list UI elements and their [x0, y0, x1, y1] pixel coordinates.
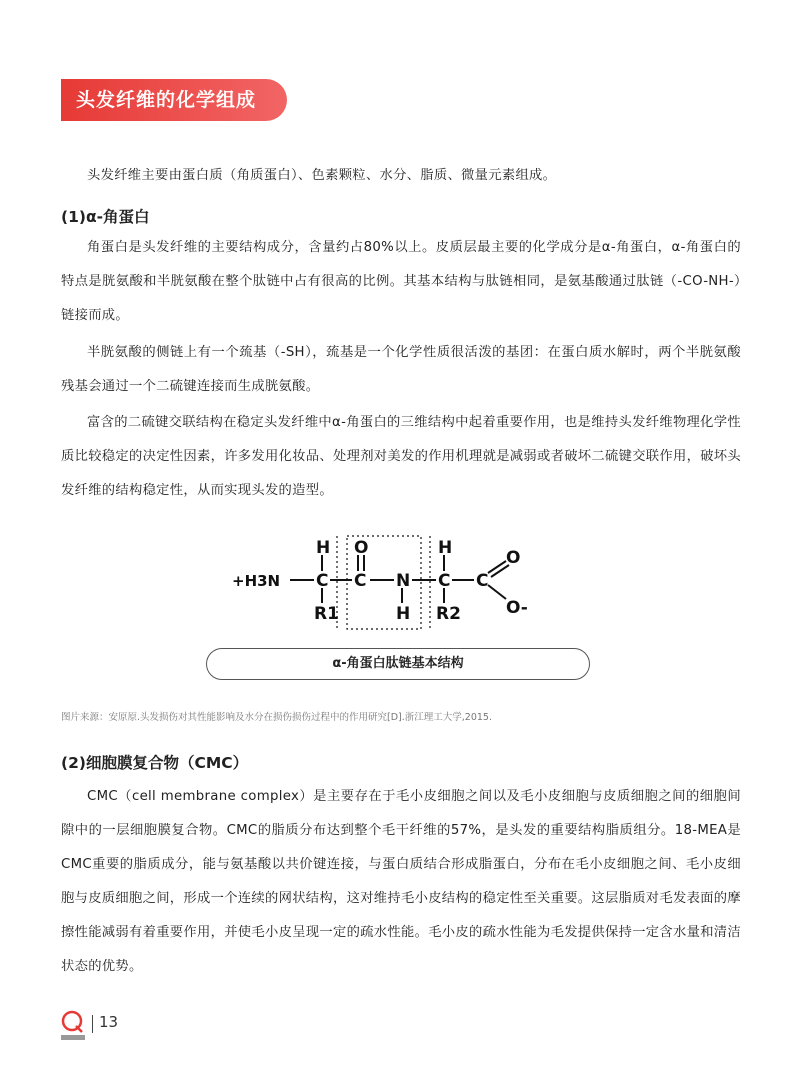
c-carboxyl-label: C: [476, 571, 489, 591]
h-bottom-label: H: [396, 604, 411, 624]
o-carboxyl-label: O: [506, 548, 521, 568]
page-number: 13: [99, 1013, 119, 1031]
h-top-2-label: H: [438, 538, 453, 558]
n-amide-label: N: [396, 571, 411, 591]
o-minus-label: O-: [506, 598, 528, 618]
c-carbonyl-label: C: [354, 571, 367, 591]
r1-label: R1: [314, 604, 339, 624]
keratin-heading: (1)α-角蛋白: [61, 208, 150, 226]
figure-source: 图片来源：安原原.头发损伤对其性能影响及水分在损伤损伤过程中的作用研究[D].浙江理工大学,2015.: [61, 712, 492, 723]
h-top-1-label: H: [316, 538, 331, 558]
o-top-label: O: [354, 538, 369, 558]
keratin-paragraph-3: 富含的二硫键交联结构在稳定头发纤维中α-角蛋白的三维结构中起着重要作用，也是维持头发纤维物理化学性质比较稳定的决定性因素，许多发用化妆品、处理剂对美发的作用机理就是减弱或者破坏二硫键交联作用，破坏头发纤维的结构稳定性，从而实现头发的造型。: [61, 415, 741, 498]
c-alpha-1-label: C: [316, 571, 329, 591]
c-alpha-2-label: C: [438, 571, 451, 591]
r2-label: R2: [436, 604, 461, 624]
keratin-paragraph-1: 角蛋白是头发纤维的主要结构成分，含量约占80%以上。皮质层最主要的化学成分是α-角蛋白，α-角蛋白的特点是胱氨酸和半胱氨酸在整个肽链中占有很高的比例。其基本结构与肽链相同，是氨基酸通过肽链（-CO-NH-）链接而成。: [61, 240, 741, 323]
footer-separator: [92, 1015, 93, 1033]
cmc-heading: (2)细胞膜复合物（CMC）: [61, 754, 249, 772]
keratin-paragraph-2: 半胱氨酸的侧链上有一个巯基（-SH），巯基是一个化学性质很活泼的基团：在蛋白质水解时，两个半胱氨酸残基会通过一个二硫键连接而生成胱氨酸。: [61, 345, 741, 394]
n-terminal-label: +H3N: [232, 572, 281, 590]
cmc-paragraph: CMC（cell membrane complex）是主要存在于毛小皮细胞之间以及毛小皮细胞与皮质细胞之间的细胞间隙中的一层细胞膜复合物。CMC的脂质分布达到整个毛干纤维的57%，是头发的重要结构脂质组分。18-MEA是CMC重要的脂质成分，能与氨基酸以共价键连接，与蛋白质结合形成脂蛋白，分布在毛小皮细胞之间、毛小皮细胞与皮质细胞之间，形成一个连续的网状结构，这对维持毛小皮结构的稳定性至关重要。这层脂质对毛发表面的摩擦性能减弱有着重要作用，并使毛小皮呈现一定的疏水性能。毛小皮的疏水性能为毛发提供保持一定含水量和清洁状态的优势。: [61, 789, 741, 974]
brand-logo-icon: [58, 1008, 88, 1042]
figure-caption: α-角蛋白肽链基本结构: [206, 648, 590, 680]
peptide-structure-diagram: [230, 533, 570, 633]
section-title-banner: 头发纤维的化学组成: [61, 79, 287, 121]
intro-paragraph: 头发纤维主要由蛋白质（角质蛋白）、色素颗粒、水分、脂质、微量元素组成。: [87, 168, 557, 183]
